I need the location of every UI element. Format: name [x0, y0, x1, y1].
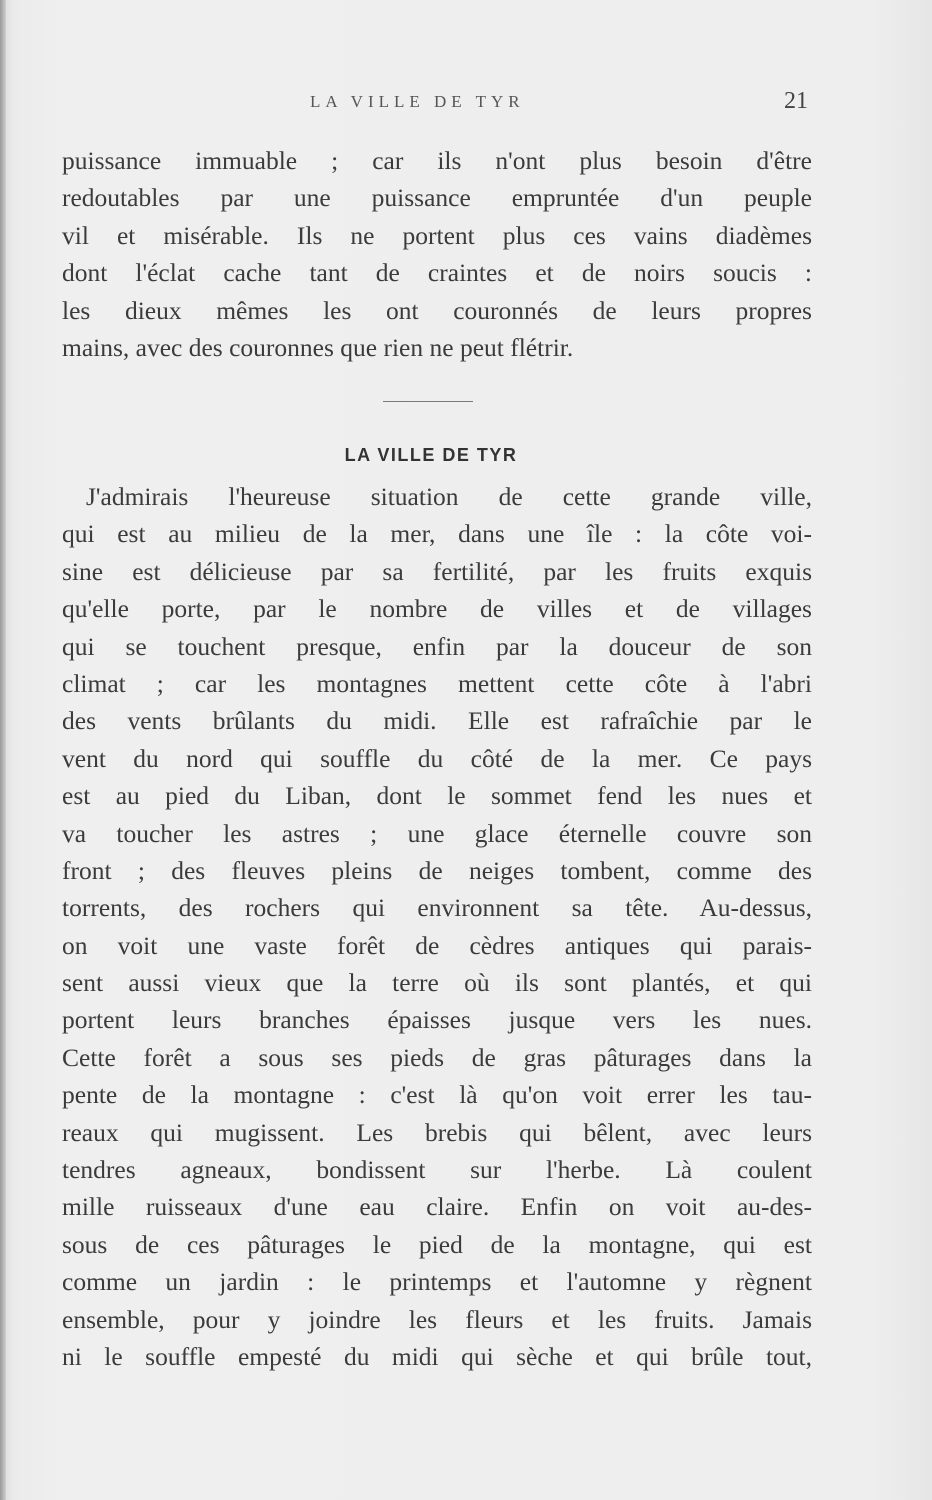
text-line: J'admirais l'heureuse situation de cette grande ville, — [86, 482, 812, 511]
text-line: ni le souffle empesté du midi qui sèche et qui brûle tout, — [62, 1341, 812, 1371]
text-line: qui est au milieu de la mer, dans une île : la côte voi- — [62, 519, 812, 549]
text-line: qui se touchent presque, enfin par la douceur de son — [62, 631, 812, 661]
text-line: reaux qui mugissent. Les brebis qui bêlent, avec leurs — [62, 1117, 812, 1147]
text-line: les dieux mêmes les ont couronnés de leurs propres — [62, 295, 812, 325]
text-line: mains, avec des couronnes que rien ne peut flétrir. — [62, 332, 574, 362]
text-line: portent leurs branches épaisses jusque vers les nues. — [62, 1005, 812, 1035]
text-line: va toucher les astres ; une glace éternelle couvre son — [62, 818, 812, 848]
text-line: tendres agneaux, bondissent sur l'herbe. Là coulent — [62, 1155, 812, 1185]
text-line: dont l'éclat cache tant de craintes et de noirs soucis : — [62, 258, 812, 288]
text-line: qu'elle porte, par le nombre de villes et de villages — [62, 594, 812, 624]
text-line: sine est délicieuse par sa fertilité, par les fruits exquis — [62, 556, 812, 586]
text-line: front ; des fleuves pleins de neiges tombent, comme des — [62, 855, 812, 885]
text-line: torrents, des rochers qui environnent sa tête. Au-dessus, — [62, 893, 812, 923]
continuation-paragraph — [62, 142, 812, 366]
text-line: redoutables par une puissance empruntée d'un peuple — [62, 183, 812, 213]
text-line: mille ruisseaux d'une eau claire. Enfin on voit au-des- — [62, 1192, 812, 1222]
text-line: Cette forêt a sous ses pieds de gras pâturages dans la — [62, 1042, 812, 1072]
section-title: LA VILLE DE TYR — [344, 445, 518, 465]
section-paragraph — [62, 478, 812, 1375]
text-line: vent du nord qui souffle du côté de la mer. Ce pays — [62, 743, 812, 773]
section-divider — [383, 401, 473, 402]
text-line: est au pied du Liban, dont le sommet fend les nues et — [62, 781, 812, 811]
text-line: comme un jardin : le printemps et l'automne y règnent — [62, 1267, 812, 1297]
text-line: sent aussi vieux que la terre où ils sont plantés, et qui — [62, 968, 812, 998]
text-line: ensemble, pour y joindre les fleurs et les fruits. Jamais — [62, 1304, 812, 1334]
text-line: pente de la montagne : c'est là qu'on voit errer les tau- — [62, 1080, 812, 1110]
page-binding-edge — [0, 0, 6, 1500]
running-head: LA VILLE DE TYR — [310, 92, 525, 111]
text-line: sous de ces pâturages le pied de la montagne, qui est — [62, 1229, 812, 1259]
text-line: vil et misérable. Ils ne portent plus ces vains diadèmes — [62, 220, 812, 250]
text-line: on voit une vaste forêt de cèdres antiques qui parais- — [62, 930, 812, 960]
text-line: des vents brûlants du midi. Elle est rafraîchie par le — [62, 706, 812, 736]
page-number: 21 — [784, 88, 808, 114]
text-line: puissance immuable ; car ils n'ont plus besoin d'être — [62, 146, 812, 175]
text-line: climat ; car les montagnes mettent cette côte à l'abri — [62, 668, 812, 698]
